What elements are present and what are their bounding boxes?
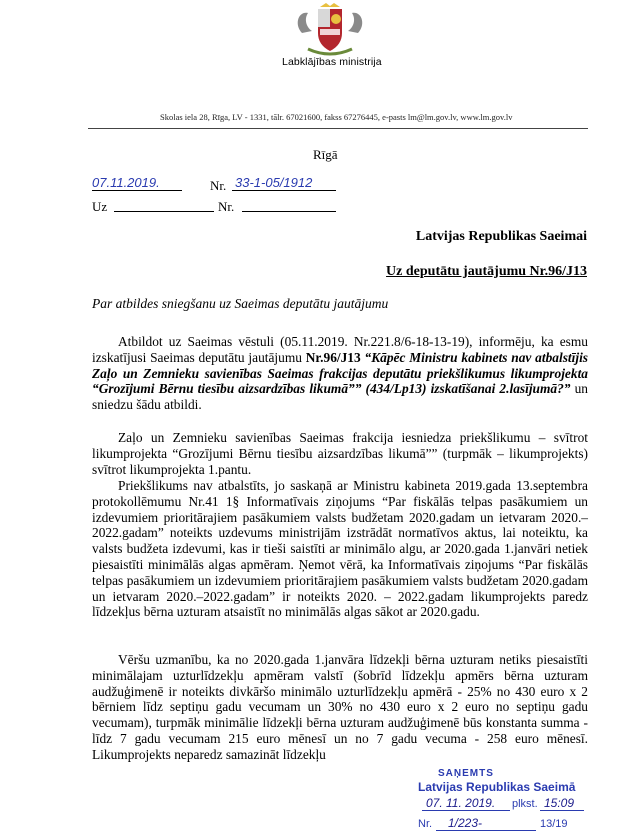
stamp-time-label: plkst. xyxy=(512,798,538,810)
stamp-title: SAŅEMTS xyxy=(438,768,494,779)
paragraph-1: Atbildot uz Saeimas vēstuli (05.11.2019. Nr.221.8/6-18-13-19), informēju, ka esmu izskatījusi Saeimas deputātu jautājumu Nr.96/J13 “Kāpēc Ministru kabinets nav atbalstījis Zaļo un Zemnieku savienības Saeimas frakcijas deputātu priekšlikumus likumprojekta “Grozījumi Bērnu tiesību aizsardzības likumā”” (434/Lp13) izskatīšanai 2.lasījumā?” un sniedzu šādu atbildi. xyxy=(92,334,588,413)
handwritten-number: 33-1-05/1912 xyxy=(235,175,313,190)
letterhead-divider xyxy=(88,128,588,129)
stamp-organization: Latvijas Republikas Saeimā xyxy=(418,780,576,794)
stamp-handwritten-time: 15:09 xyxy=(544,796,575,810)
reply-reference: Uz deputātu jautājumu Nr.96/J13 xyxy=(386,264,587,279)
handwritten-date: 07.11.2019. xyxy=(92,175,160,190)
nr2-label: Nr. xyxy=(218,199,235,214)
nr-label: Nr. xyxy=(210,178,227,193)
city: Rīgā xyxy=(313,147,338,162)
letterhead-address: Skolas iela 28, Rīga, LV - 1331, tālr. 67021600, fakss 67276445, e-pasts lm@lm.gov.lv, www.lm.gov.lv xyxy=(160,112,513,122)
subject-line: Par atbildes sniegšanu uz Saeimas deputātu jautājumu xyxy=(92,296,389,311)
ministry-name: Labklājības ministrija xyxy=(282,56,382,68)
uz-label: Uz xyxy=(92,199,108,214)
stamp-number-suffix: 13/19 xyxy=(540,818,568,830)
stamp-handwritten-number: 1/223- xyxy=(448,816,483,830)
stamp-handwritten-date: 07. 11. 2019. xyxy=(426,796,496,810)
paragraph-4: Vēršu uzmanību, ka no 2020.gada 1.janvāra līdzekļi bērna uzturam netiks piesaistīti minimālajam uzturlīdzekļu apmēram valstī (šobrīd līdzekļu apmērs bērna uzturam audžuģimenē ir noteikts divkāršo minimālo uzturlīdzekļu apmērā - 25% no 430 euro x 2 bērniem līdz septiņu gadu vecumam un 30% no 430 euro x 2 euro no septiņu gadu vecumam), turpmāk minimālie līdzekļi bērna uzturam audžuģimenē būs konstanta summa - līdz 7 gadu vecumam 215 euro mēnesī un no 7 gadu vecuma - 258 euro mēnesī. Likumprojekts neparedz samazināt līdzekļu xyxy=(92,652,588,762)
paragraph-3: Priekšlikums nav atbalstīts, jo saskaņā ar Ministru kabineta 2019.gada 13.septembra protokollēmumu Nr.41 1§ Informatīvais ziņojums “Par fiskālās telpas pasākumiem un izdevumiem prioritārajiem pasākumiem valsts budžetam 2020.gadam un ietvaram 2020.–2022.gadam” noteikts uzdevums ministrijām izstrādāt normatīvos aktus, lai noteiktu, ka valsts budžeta izdevumi, kas ir tieši saistīti ar minimālo algu, ar 2020.gada 1.janvāri netiek piesaistīti minimālās algas apmēram. Ņemot vērā, ka Informatīvais ziņojums “Par fiskālās telpas pasākumiem un izdevumiem prioritārajiem pasākumiem valsts budžetam 2020.gadam un ietvaram 2020.–2022.gadam” ir noteikts 2020. – 2022.gadam likumprojekts paredz līdzekļus bērna uzturam atsaistīt no minimālās algas sākot ar 2020.gadu. xyxy=(92,478,588,620)
stamp-nr-label: Nr. xyxy=(418,818,433,830)
paragraph-2: Zaļo un Zemnieku savienības Saeimas frakcija iesniedza priekšlikumu – svītrot likumprojekta “Grozījumi Bērnu tiesību aizsardzības likumā”” (turpmāk – likumprojekts) svītrot likumprojekta 1.pantu. xyxy=(92,430,588,477)
recipient: Latvijas Republikas Saeimai xyxy=(415,229,587,244)
coat-of-arms-logo xyxy=(290,3,370,59)
received-stamp xyxy=(418,768,618,836)
